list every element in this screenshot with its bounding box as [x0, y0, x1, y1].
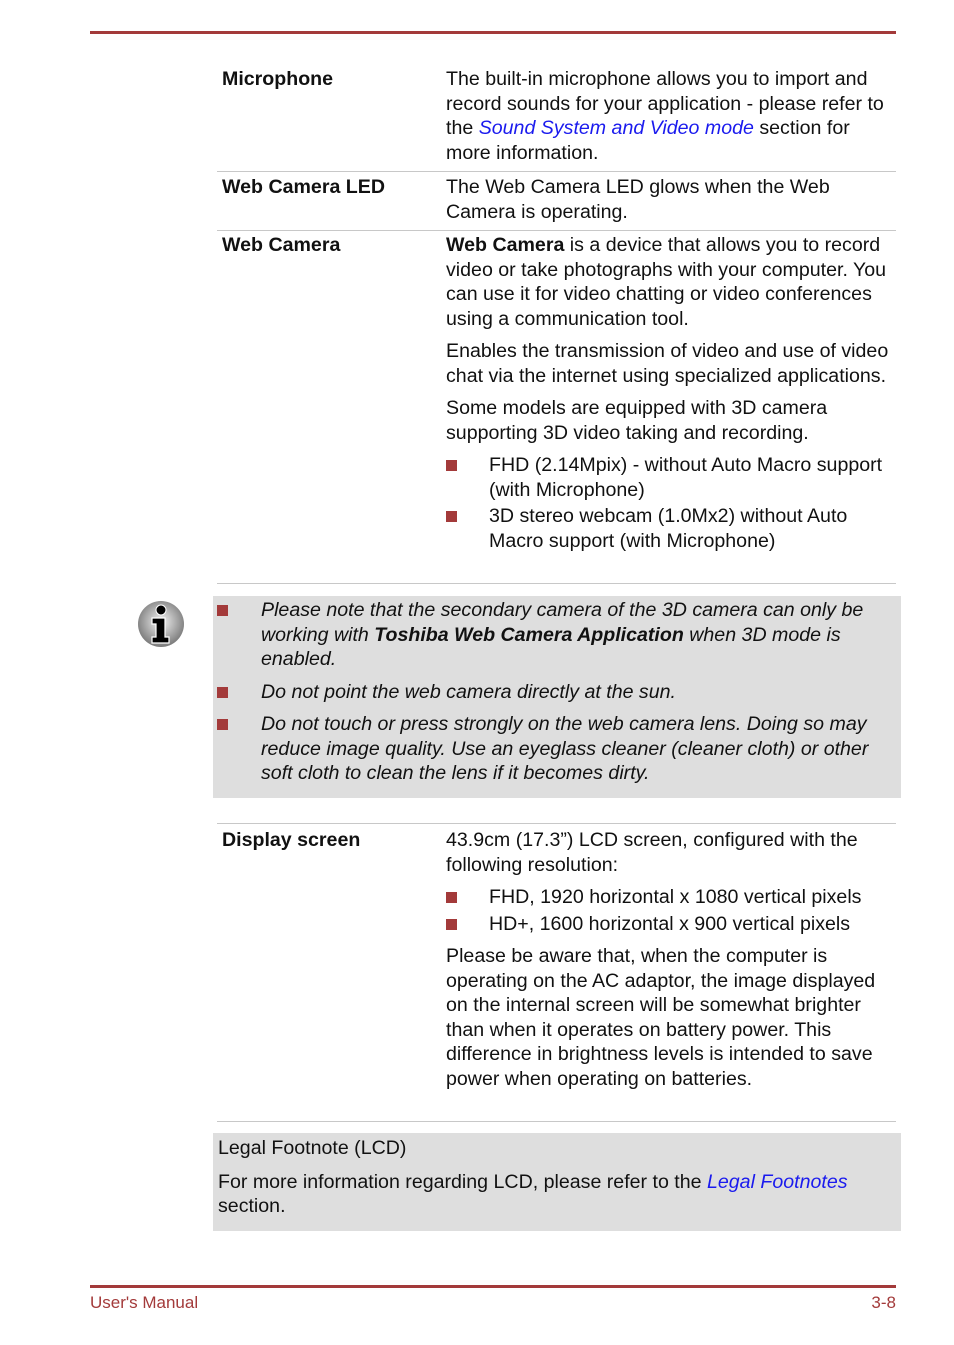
- bold-text: Web Camera: [446, 234, 565, 256]
- info-icon: [137, 600, 185, 648]
- text: FHD (2.14Mpix) - without Auto Macro support (with Microphone): [489, 454, 883, 501]
- bullet-icon: [446, 460, 457, 471]
- bullet-icon: [446, 919, 457, 930]
- text: Do not touch or press strongly on the web camera lens. Doing so may reduce image quality. Use an eyeglass cleaner (cleaner cloth) or other soft cloth to clean the lens if it becomes dirty.: [261, 713, 869, 784]
- paragraph: Some models are equipped with 3D camera supporting 3D video taking and recording.: [446, 397, 828, 444]
- row-label: Display screen: [222, 829, 361, 851]
- bullet-icon: [446, 892, 457, 903]
- bullet-icon: [217, 605, 228, 616]
- divider: [217, 230, 896, 231]
- text: Do not point the web camera directly at the sun.: [261, 680, 676, 703]
- text: For more information regarding LCD, please refer to the: [218, 1170, 707, 1193]
- row-label: Microphone: [222, 68, 334, 90]
- legal-footnote-box: [213, 1133, 901, 1231]
- list-item: [446, 885, 898, 910]
- list-item: [213, 598, 901, 672]
- sound-system-link[interactable]: Sound System and Video mode: [478, 117, 754, 139]
- list-item: [213, 680, 901, 705]
- row-desc: [446, 233, 898, 555]
- text: FHD, 1920 horizontal x 1080 vertical pixels: [489, 886, 862, 908]
- row-desc: [446, 67, 898, 165]
- list-item: [213, 712, 901, 786]
- row-desc: The Web Camera LED glows when the Web Camera is operating.: [446, 176, 830, 223]
- bold-text: Toshiba Web Camera Application: [374, 623, 684, 646]
- legal-title: Legal Footnote (LCD): [218, 1137, 407, 1159]
- divider: [217, 583, 896, 584]
- paragraph: Please be aware that, when the computer is operating on the AC adaptor, the image displayed on the internal screen will be somewhat brighter than when it operates on battery power. This difference in brightness levels is intended to save power when operating on batteries.: [446, 945, 876, 1090]
- paragraph: Enables the transmission of video and use of video chat via the internet using specialized applications.: [446, 340, 889, 387]
- list-item: [446, 912, 898, 937]
- divider: [217, 1121, 896, 1122]
- text: section for more information.: [446, 117, 850, 164]
- bullet-list: [446, 885, 898, 936]
- bullet-icon: [446, 511, 457, 522]
- bullet-icon: [217, 719, 228, 730]
- footer-title: User's Manual: [90, 1293, 199, 1312]
- bottom-rule: [90, 1285, 896, 1288]
- top-rule: [90, 31, 896, 34]
- divider: [217, 171, 896, 172]
- text: HD+, 1600 horizontal x 900 vertical pixels: [489, 912, 851, 935]
- legal-footnotes-link[interactable]: Legal Footnotes: [706, 1170, 848, 1193]
- text: section.: [218, 1195, 286, 1217]
- text: is a device that allows you to record video or take photographs with your computer. You can use it for video chatting or video conferences using a communication tool.: [446, 234, 887, 330]
- text: Please note that the secondary camera of the 3D camera can only be working with: [261, 599, 864, 646]
- list-item: [446, 504, 898, 553]
- list-item: [446, 453, 898, 502]
- text: The built-in microphone allows you to import and record sounds for your application - please refer to the: [446, 68, 884, 139]
- row-label: Web Camera LED: [222, 176, 385, 198]
- row-label: Web Camera: [222, 234, 341, 256]
- page-number: 3-8: [871, 1293, 896, 1312]
- text: 3D stereo webcam (1.0Mx2) without Auto Macro support (with Microphone): [489, 505, 848, 552]
- bullet-icon: [217, 687, 228, 698]
- bullet-list: [446, 453, 898, 553]
- row-desc: [446, 828, 898, 1099]
- legal-text: [218, 1170, 888, 1219]
- paragraph: 43.9cm (17.3”) LCD screen, configured with the following resolution:: [446, 829, 858, 876]
- divider: [217, 823, 896, 824]
- note-box: [213, 596, 901, 798]
- text: when 3D mode is enabled.: [261, 623, 841, 670]
